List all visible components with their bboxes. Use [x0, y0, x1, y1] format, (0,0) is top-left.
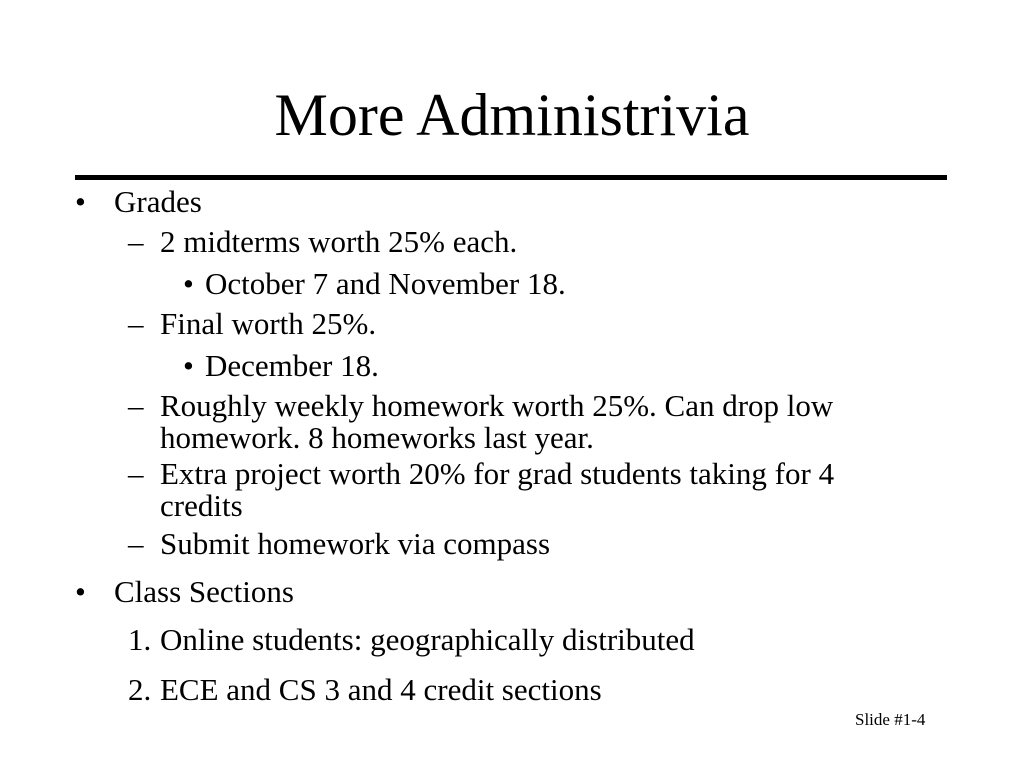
slide-number: Slide #1-4: [855, 710, 926, 729]
list-number: 1.: [128, 622, 152, 657]
sub-item-homework-cont: homework. 8 homeworks last year.: [160, 420, 594, 455]
sub-item-submit: Submit homework via compass: [160, 526, 551, 561]
sub-item-extra-project-cont: credits: [160, 488, 243, 523]
sub-item-homework: Roughly weekly homework worth 25%. Can drop low: [160, 388, 834, 423]
sub-sub-item-midterm-dates: October 7 and November 18.: [205, 266, 566, 301]
section-item-credit: ECE and CS 3 and 4 credit sections: [160, 672, 602, 707]
bullet-grades: Grades: [114, 184, 202, 219]
list-number: 2.: [128, 672, 152, 707]
bullet-class-sections: Class Sections: [114, 574, 294, 609]
dash-mark: –: [128, 224, 144, 259]
bullet-mark: •: [75, 184, 86, 219]
bullet-mark: •: [183, 266, 194, 301]
sub-sub-item-final-date: December 18.: [205, 348, 379, 383]
dash-mark: –: [128, 388, 144, 423]
section-item-online: Online students: geographically distributed: [160, 622, 695, 657]
bullet-mark: •: [75, 574, 86, 609]
sub-item-final: Final worth 25%.: [160, 306, 377, 341]
sub-item-extra-project: Extra project worth 20% for grad students taking for 4: [160, 456, 835, 491]
bullet-mark: •: [183, 348, 194, 383]
sub-item-midterms: 2 midterms worth 25% each.: [160, 224, 518, 259]
dash-mark: –: [128, 456, 144, 491]
title-rule: [75, 175, 947, 180]
dash-mark: –: [128, 306, 144, 341]
dash-mark: –: [128, 526, 144, 561]
slide-title: More Administrivia: [274, 82, 750, 148]
